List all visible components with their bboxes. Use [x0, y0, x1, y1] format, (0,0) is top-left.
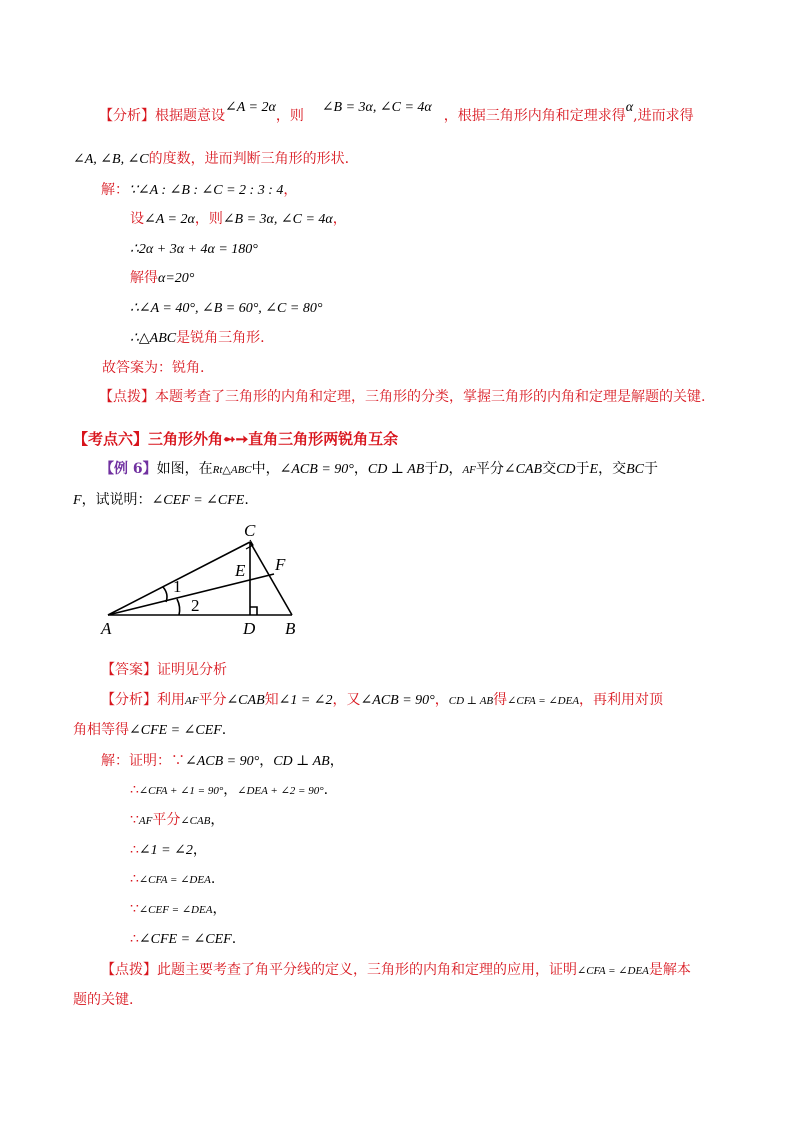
math: CD ⊥ AB — [367, 462, 425, 477]
math: BC — [626, 462, 644, 477]
text: 题的关键. — [73, 992, 134, 1008]
solution-line-6 — [130, 328, 265, 349]
math: F — [73, 493, 82, 508]
text: . — [231, 931, 237, 947]
math: ∠CFA = ∠DEA — [138, 874, 211, 886]
proof-line-1 — [101, 751, 344, 772]
math: ∠A, ∠B, ∠C — [73, 152, 149, 167]
section-subtitle: 直角三角形两锐角互余 — [248, 430, 399, 448]
tip2-tag: 【点拨】 — [101, 962, 157, 978]
text: ， — [332, 211, 347, 227]
text: ，又 — [332, 692, 361, 708]
triangle-figure — [95, 518, 325, 643]
text: 是锐角三角形. — [176, 330, 265, 346]
math: ∠CEF = ∠DEA — [138, 904, 213, 916]
text: ， — [353, 461, 368, 477]
text: 角相等得 — [73, 722, 129, 738]
math: ∠B = 3α, ∠C = 4α — [321, 100, 432, 115]
text: ，根据三角形内角和定理求得 — [443, 108, 626, 124]
math: ∵∠A : ∠B : ∠C = 2 : 3 : 4 — [129, 183, 284, 198]
tip2-line-2 — [73, 990, 133, 1010]
text: 根据题意设 — [155, 108, 225, 124]
text: ， — [259, 753, 274, 769]
text: . — [323, 782, 329, 798]
text: 得 — [493, 692, 508, 708]
solution-line-3 — [130, 239, 258, 260]
arrow-icon: ➻➙ — [223, 430, 249, 448]
math: ∠ACB = 90° — [360, 693, 435, 708]
math: AF — [138, 815, 153, 827]
math: CD — [556, 462, 576, 477]
therefore-symbol: ∴ — [130, 842, 139, 858]
section-title: 【考点六】三角形外角 — [73, 430, 224, 448]
label-angle-2: 2 — [191, 596, 200, 615]
text: ， — [223, 782, 238, 798]
angle-1-arc — [163, 587, 167, 602]
math: ∠CFE = ∠CEF — [129, 723, 222, 738]
label-b: B — [285, 619, 296, 638]
section-heading — [73, 429, 398, 449]
analysis-line-1 — [99, 100, 694, 127]
proof-line-7 — [130, 929, 236, 950]
solution-line-1 — [101, 180, 297, 201]
text: 交 — [542, 461, 557, 477]
math: ∠CFA + ∠1 = 90° — [138, 785, 224, 797]
math: ∠CFE = ∠CEF — [138, 932, 232, 947]
text: ， — [329, 753, 344, 769]
angle-2-arc — [177, 599, 180, 615]
math: ∠A = 2α — [225, 100, 276, 115]
example-line-2 — [73, 490, 249, 511]
math: ∴△ABC — [130, 331, 177, 346]
text: 平分 — [475, 461, 504, 477]
text: 此题主要考查了角平分线的定义，三角形的内角和定理的应用，证明 — [157, 962, 577, 978]
label-e: E — [235, 561, 246, 580]
math: ∠CFA = ∠DEA — [577, 965, 649, 977]
text: 解：证明： — [101, 753, 171, 769]
text: 平分 — [198, 692, 227, 708]
analysis2-line-2 — [73, 720, 226, 741]
label-c: C — [244, 521, 256, 540]
text: 于 — [575, 461, 590, 477]
solution-line-5 — [130, 298, 322, 319]
example-tag: 【例 6】 — [100, 461, 157, 477]
math: E — [589, 462, 599, 477]
text: 于 — [643, 461, 658, 477]
text: . — [221, 722, 227, 738]
text: ， — [210, 812, 225, 828]
tip2-line-1 — [101, 960, 691, 981]
text: . — [244, 492, 249, 508]
proof-line-3 — [130, 810, 224, 831]
proof-line-4 — [130, 840, 207, 861]
proof-line-2 — [130, 780, 328, 801]
text: 本题考查了三角形的内角和定理，三角形的分类，掌握三角形的内角和定理是解题的关键. — [155, 389, 706, 405]
text: 中， — [251, 461, 280, 477]
math: ∠CAB — [180, 815, 211, 827]
therefore-symbol: ∴ — [130, 931, 139, 947]
text: 知 — [264, 692, 279, 708]
text: 于 — [424, 461, 439, 477]
math: ∠CAB — [503, 462, 543, 477]
because-symbol: ∵ — [171, 753, 185, 769]
text: ， — [434, 692, 449, 708]
solution-line-4 — [130, 268, 194, 289]
text: ， — [448, 461, 463, 477]
therefore-symbol: ∴ — [130, 782, 139, 798]
solution-line-2 — [130, 209, 347, 230]
math: ∠ACB = 90° — [185, 754, 260, 769]
solution-line-7 — [102, 358, 204, 378]
text: 是解本 — [648, 962, 691, 978]
math: Rt△ABC — [212, 464, 252, 476]
analysis-tag: 【分析】 — [99, 108, 155, 124]
text: . — [210, 871, 216, 887]
text: ,进而求得 — [633, 108, 694, 124]
analysis-line-2 — [73, 149, 349, 170]
math: ∠CEF = ∠CFE — [151, 493, 245, 508]
analysis2-tag: 【分析】 — [101, 692, 157, 708]
text: ，交 — [598, 461, 627, 477]
text: 故答案为：锐角. — [102, 360, 205, 376]
therefore-symbol: ∴ — [130, 871, 139, 887]
label-d: D — [243, 619, 256, 638]
text: ，则 — [275, 108, 304, 124]
math: ∠1 = ∠2 — [278, 693, 333, 708]
text: 解： — [101, 182, 129, 198]
math: AF — [462, 464, 476, 476]
text: 解得 — [130, 270, 158, 286]
math: ∠CAB — [226, 693, 265, 708]
label-f: F — [275, 555, 286, 574]
text: ， — [283, 182, 298, 198]
tip-line-1 — [99, 387, 705, 407]
right-angle-d-mark — [250, 607, 257, 615]
text: 设 — [130, 211, 144, 227]
label-a: A — [101, 619, 112, 638]
math: α — [625, 100, 634, 115]
example-line-1 — [100, 459, 658, 480]
answer-tag: 【答案】 — [101, 662, 157, 678]
text: 利用 — [157, 692, 185, 708]
math: ∠ACB = 90° — [279, 462, 354, 477]
answer-line — [101, 660, 227, 680]
tip-tag: 【点拨】 — [99, 389, 155, 405]
because-symbol: ∵ — [130, 812, 139, 828]
text: ， — [192, 842, 207, 858]
math: AF — [185, 695, 199, 707]
analysis2-line-1 — [101, 690, 663, 711]
math: CD ⊥ AB — [273, 754, 330, 769]
math: ∠CFA = ∠DEA — [507, 695, 580, 707]
math: ∠A = 2α — [144, 212, 195, 227]
math: α=20° — [158, 271, 195, 286]
math: ∠DEA + ∠2 = 90° — [237, 785, 324, 797]
text: 的度数，进而判断三角形的形状. — [148, 151, 350, 167]
text: ， — [212, 901, 227, 917]
text: 平分 — [152, 812, 181, 828]
math: ∴2α + 3α + 4α = 180° — [130, 242, 258, 257]
text: ，则 — [194, 211, 223, 227]
math: D — [438, 462, 449, 477]
label-angle-1: 1 — [173, 577, 182, 596]
text: ，再利用对顶 — [579, 692, 664, 708]
text: 证明见分析 — [157, 662, 227, 678]
text: ，试说明： — [81, 492, 152, 508]
math: CD ⊥ AB — [448, 695, 494, 707]
math: ∠B = 3α, ∠C = 4α — [222, 212, 333, 227]
proof-line-6 — [130, 899, 226, 920]
math: ∴∠A = 40°, ∠B = 60°, ∠C = 80° — [130, 301, 323, 316]
because-symbol: ∵ — [130, 901, 139, 917]
math: ∠1 = ∠2 — [138, 843, 193, 858]
text: 如图，在 — [156, 461, 213, 477]
proof-line-5 — [130, 869, 215, 890]
